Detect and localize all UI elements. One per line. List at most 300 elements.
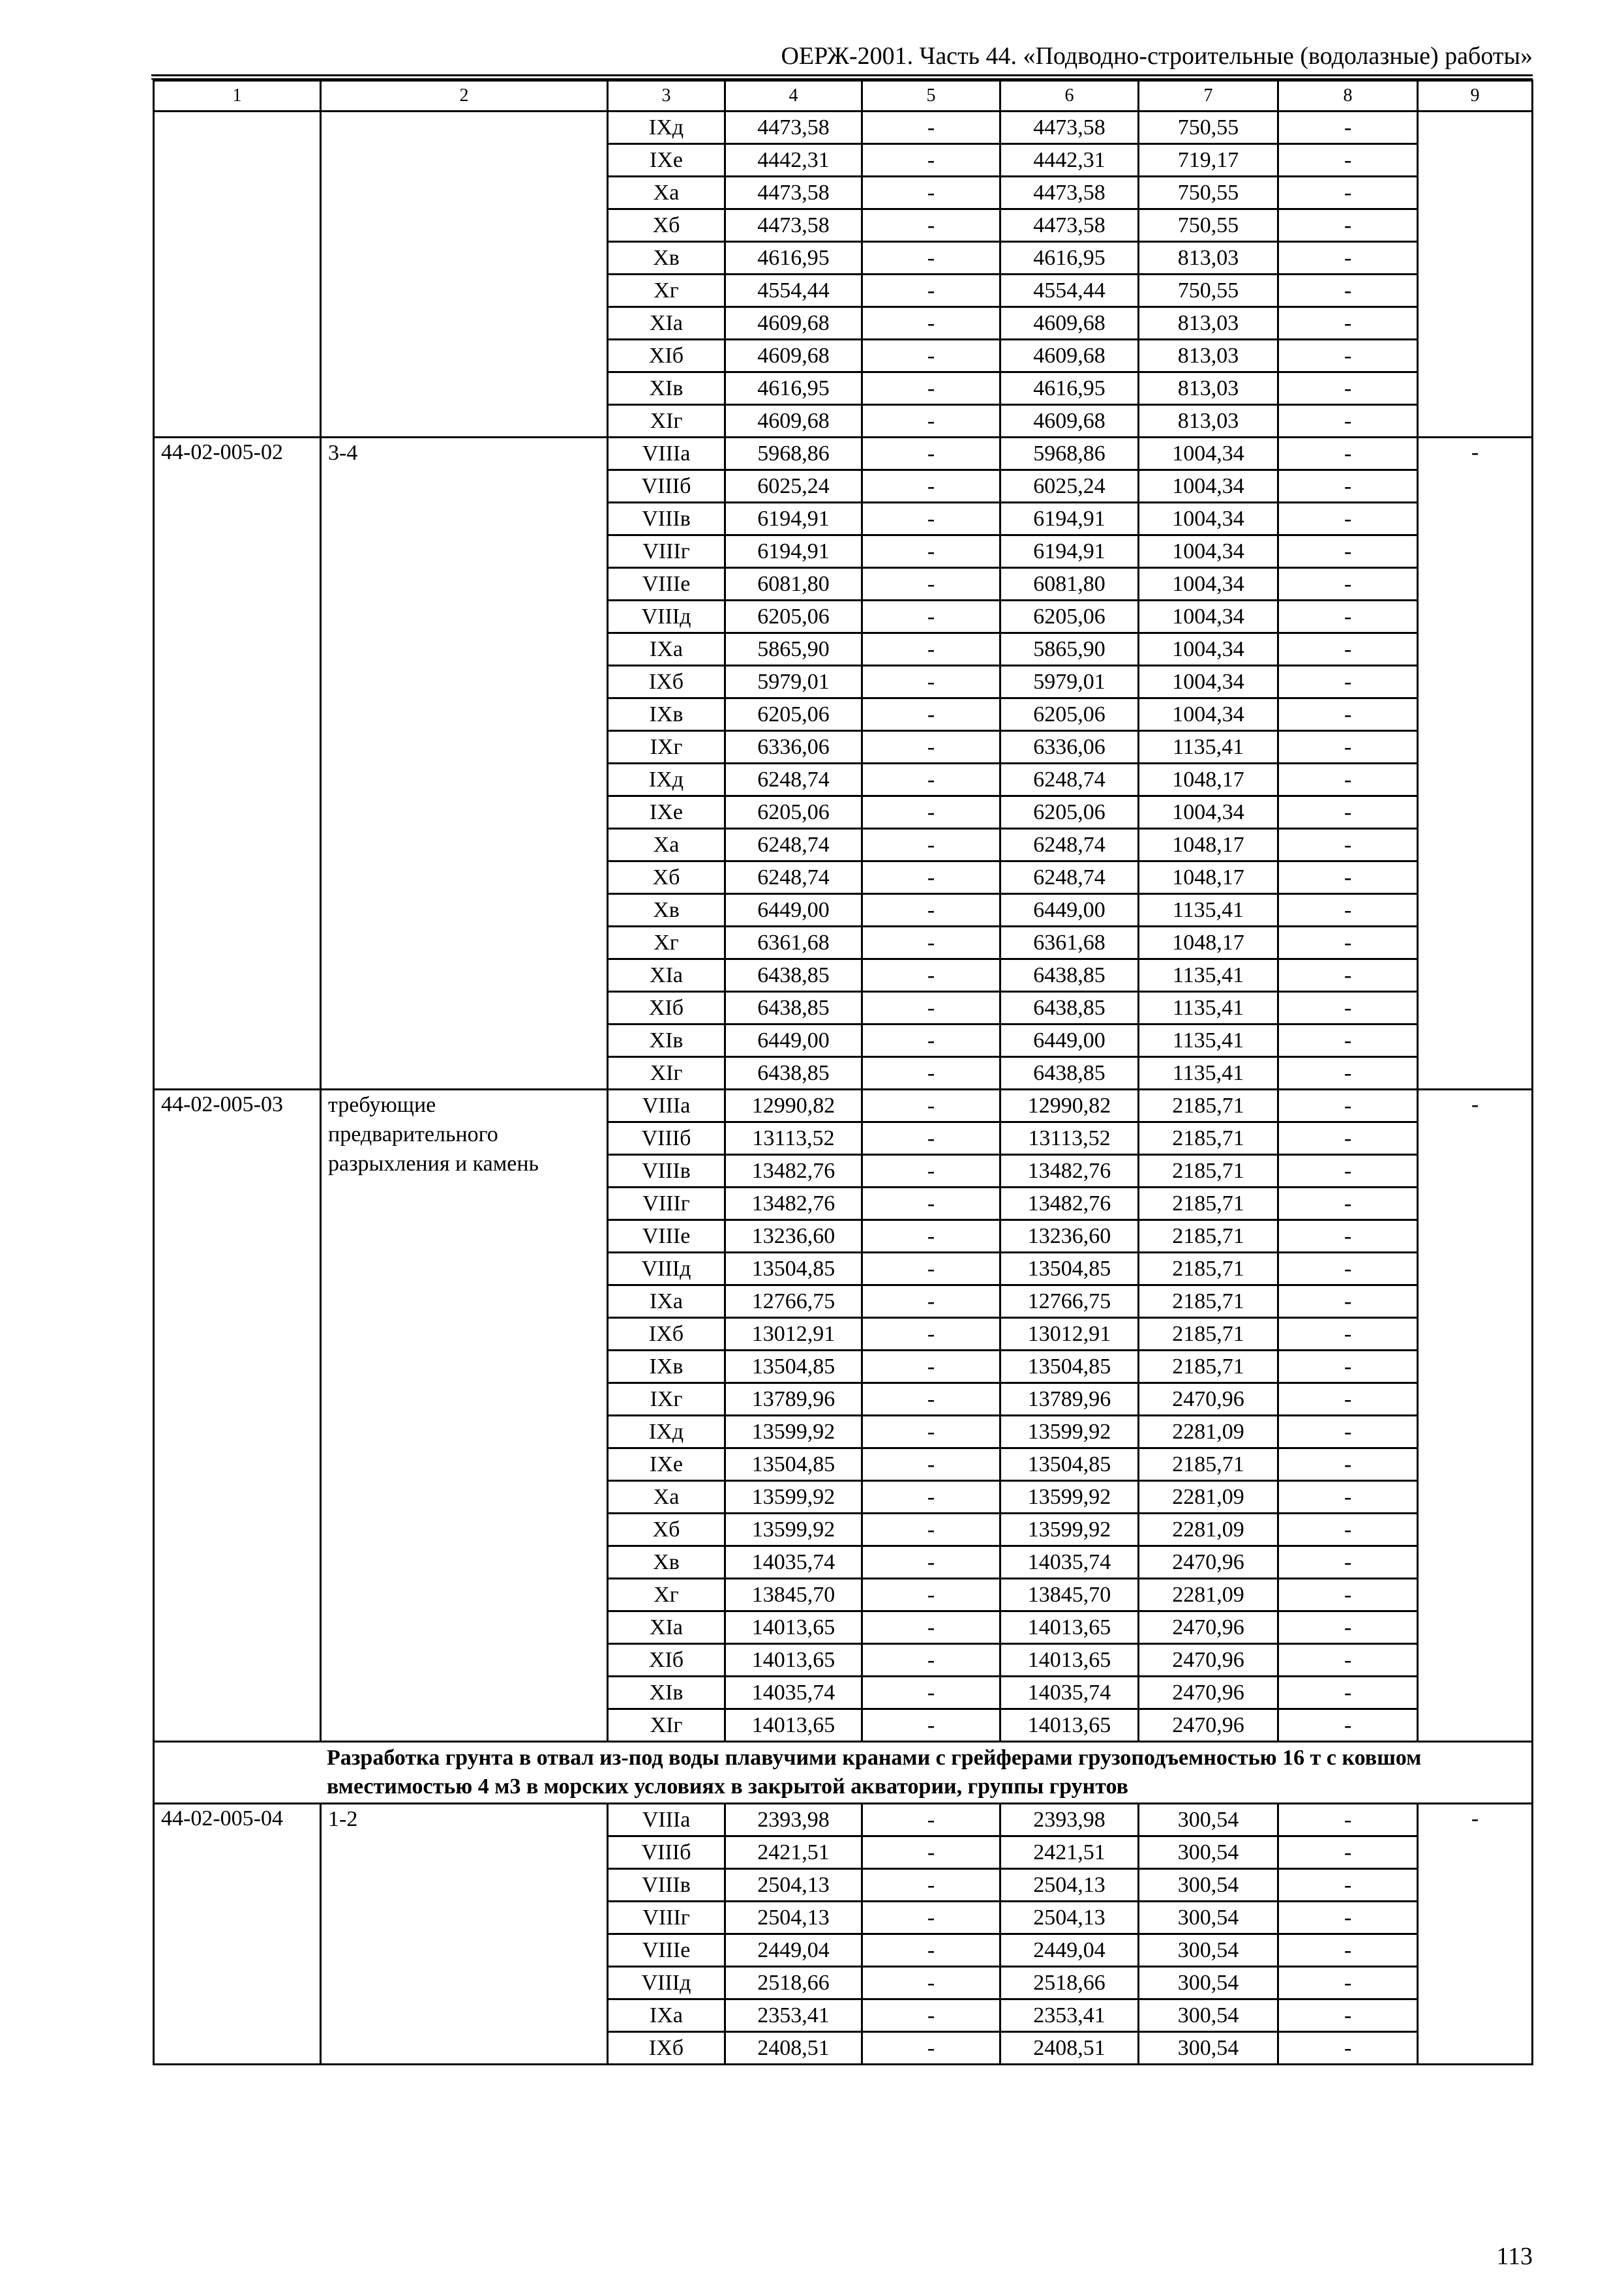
materials-cost-cell: - xyxy=(1278,503,1418,535)
total-cost-cell: 4473,58 xyxy=(725,112,862,144)
machine-cost-cell: 6438,85 xyxy=(1000,992,1139,1025)
column-number: 4 xyxy=(725,81,862,112)
zone-cell: IXб xyxy=(608,666,725,698)
zone-cell: IXе xyxy=(608,1448,725,1481)
total-cost-cell: 5865,90 xyxy=(725,633,862,666)
operator-cost-cell: 1004,34 xyxy=(1139,601,1278,633)
materials-cost-cell: - xyxy=(1278,1709,1418,1742)
machine-cost-cell: 2518,66 xyxy=(1000,1967,1139,1999)
zone-cell: IXб xyxy=(608,2032,725,2065)
zone-cell: Xа xyxy=(608,177,725,209)
total-cost-cell: 13789,96 xyxy=(725,1383,862,1416)
zone-cell: VIIIб xyxy=(608,1122,725,1155)
labor-cost-cell: - xyxy=(862,731,1000,764)
operator-cost-cell: 300,54 xyxy=(1139,1869,1278,1902)
operator-cost-cell: 2470,96 xyxy=(1139,1546,1278,1579)
labor-cost-cell: - xyxy=(862,2032,1000,2065)
operator-cost-cell: 813,03 xyxy=(1139,405,1278,438)
labor-cost-cell: - xyxy=(862,1579,1000,1611)
labor-cost-cell: - xyxy=(862,1220,1000,1253)
machine-cost-cell: 2393,98 xyxy=(1000,1804,1139,1836)
column-number: 5 xyxy=(862,81,1000,112)
page-header-title: ОЕРЖ-2001. Часть 44. «Подводно-строительные (водолазные) работы» xyxy=(781,42,1533,70)
soil-group-cell xyxy=(321,112,608,438)
materials-cost-cell: - xyxy=(1278,1804,1418,1836)
total-cost-cell: 6194,91 xyxy=(725,503,862,535)
total-cost-cell: 2449,04 xyxy=(725,1934,862,1967)
materials-cost-cell: - xyxy=(1278,1253,1418,1285)
total-cost-cell: 2518,66 xyxy=(725,1967,862,1999)
total-cost-cell: 2421,51 xyxy=(725,1836,862,1869)
materials-cost-cell: - xyxy=(1278,1546,1418,1579)
materials-cost-cell: - xyxy=(1278,796,1418,829)
total-cost-cell: 6205,06 xyxy=(725,796,862,829)
total-cost-cell: 6438,85 xyxy=(725,992,862,1025)
labor-cost-cell: - xyxy=(862,503,1000,535)
total-cost-cell: 14013,65 xyxy=(725,1611,862,1644)
machine-cost-cell: 12766,75 xyxy=(1000,1285,1139,1318)
labor-cost-cell: - xyxy=(862,1546,1000,1579)
labor-cost-cell: - xyxy=(862,1155,1000,1188)
machine-cost-cell: 6438,85 xyxy=(1000,959,1139,992)
operator-cost-cell: 300,54 xyxy=(1139,1804,1278,1836)
materials-cost-cell: - xyxy=(1278,1902,1418,1934)
operator-cost-cell: 1048,17 xyxy=(1139,927,1278,959)
materials-cost-cell: - xyxy=(1278,1188,1418,1220)
machine-cost-cell: 5979,01 xyxy=(1000,666,1139,698)
materials-cost-cell: - xyxy=(1278,307,1418,340)
operator-cost-cell: 300,54 xyxy=(1139,1967,1278,1999)
operator-cost-cell: 2185,71 xyxy=(1139,1318,1278,1351)
machine-cost-cell: 14013,65 xyxy=(1000,1709,1139,1742)
operator-cost-cell: 750,55 xyxy=(1139,112,1278,144)
zone-cell: XIа xyxy=(608,307,725,340)
machine-cost-cell: 13789,96 xyxy=(1000,1383,1139,1416)
zone-cell: XIв xyxy=(608,372,725,405)
zone-cell: VIIIг xyxy=(608,535,725,568)
zone-cell: VIIIб xyxy=(608,1836,725,1869)
total-cost-cell: 6248,74 xyxy=(725,861,862,894)
column-number: 9 xyxy=(1418,81,1533,112)
materials-cost-cell: - xyxy=(1278,1611,1418,1644)
labor-cost-cell: - xyxy=(862,405,1000,438)
zone-cell: IXд xyxy=(608,764,725,796)
total-cost-cell: 13504,85 xyxy=(725,1351,862,1383)
zone-cell: VIIIе xyxy=(608,568,725,601)
labor-cost-cell: - xyxy=(862,633,1000,666)
zone-cell: VIIIе xyxy=(608,1220,725,1253)
zone-cell: VIIIа xyxy=(608,1804,725,1836)
machine-cost-cell: 14013,65 xyxy=(1000,1611,1139,1644)
total-cost-cell: 13504,85 xyxy=(725,1448,862,1481)
labor-cost-cell: - xyxy=(862,112,1000,144)
labor-cost-cell: - xyxy=(862,1253,1000,1285)
machine-cost-cell: 6361,68 xyxy=(1000,927,1139,959)
machine-cost-cell: 4609,68 xyxy=(1000,340,1139,372)
zone-cell: XIб xyxy=(608,992,725,1025)
materials-cost-cell: - xyxy=(1278,470,1418,503)
column-number: 1 xyxy=(154,81,321,112)
machine-cost-cell: 2504,13 xyxy=(1000,1869,1139,1902)
column-number: 7 xyxy=(1139,81,1278,112)
operator-cost-cell: 813,03 xyxy=(1139,307,1278,340)
machine-cost-cell: 13599,92 xyxy=(1000,1514,1139,1546)
operator-cost-cell: 1135,41 xyxy=(1139,1025,1278,1057)
labor-hours-cell xyxy=(1418,112,1533,438)
materials-cost-cell: - xyxy=(1278,1318,1418,1351)
materials-cost-cell: - xyxy=(1278,1220,1418,1253)
operator-cost-cell: 2281,09 xyxy=(1139,1416,1278,1448)
zone-cell: Xа xyxy=(608,1481,725,1514)
zone-cell: XIб xyxy=(608,340,725,372)
labor-cost-cell: - xyxy=(862,1999,1000,2032)
machine-cost-cell: 13482,76 xyxy=(1000,1155,1139,1188)
zone-cell: IXа xyxy=(608,1999,725,2032)
total-cost-cell: 6361,68 xyxy=(725,927,862,959)
operator-cost-cell: 813,03 xyxy=(1139,242,1278,275)
labor-hours-cell: - xyxy=(1418,1804,1533,2065)
labor-cost-cell: - xyxy=(862,1481,1000,1514)
labor-cost-cell: - xyxy=(862,1709,1000,1742)
labor-cost-cell: - xyxy=(862,1025,1000,1057)
materials-cost-cell: - xyxy=(1278,405,1418,438)
zone-cell: IXа xyxy=(608,633,725,666)
zone-cell: VIIIв xyxy=(608,503,725,535)
operator-cost-cell: 1004,34 xyxy=(1139,633,1278,666)
zone-cell: IXг xyxy=(608,1383,725,1416)
total-cost-cell: 6025,24 xyxy=(725,470,862,503)
zone-cell: VIIIа xyxy=(608,1090,725,1122)
labor-cost-cell: - xyxy=(862,372,1000,405)
total-cost-cell: 13599,92 xyxy=(725,1481,862,1514)
machine-cost-cell: 6248,74 xyxy=(1000,764,1139,796)
machine-cost-cell: 14013,65 xyxy=(1000,1644,1139,1677)
materials-cost-cell: - xyxy=(1278,731,1418,764)
table-row xyxy=(154,438,1533,470)
zone-cell: Xв xyxy=(608,1546,725,1579)
total-cost-cell: 14013,65 xyxy=(725,1644,862,1677)
zone-cell: VIIIд xyxy=(608,1967,725,1999)
machine-cost-cell: 14035,74 xyxy=(1000,1677,1139,1709)
zone-cell: Xв xyxy=(608,894,725,927)
operator-cost-cell: 1135,41 xyxy=(1139,894,1278,927)
operator-cost-cell: 2470,96 xyxy=(1139,1644,1278,1677)
total-cost-cell: 12990,82 xyxy=(725,1090,862,1122)
operator-cost-cell: 1004,34 xyxy=(1139,796,1278,829)
machine-cost-cell: 6081,80 xyxy=(1000,568,1139,601)
zone-cell: Xг xyxy=(608,275,725,307)
machine-cost-cell: 6449,00 xyxy=(1000,1025,1139,1057)
operator-cost-cell: 1135,41 xyxy=(1139,959,1278,992)
machine-cost-cell: 13504,85 xyxy=(1000,1351,1139,1383)
total-cost-cell: 13504,85 xyxy=(725,1253,862,1285)
total-cost-cell: 13012,91 xyxy=(725,1318,862,1351)
total-cost-cell: 6449,00 xyxy=(725,894,862,927)
machine-cost-cell: 6336,06 xyxy=(1000,731,1139,764)
column-number: 8 xyxy=(1278,81,1418,112)
labor-cost-cell: - xyxy=(862,1611,1000,1644)
labor-cost-cell: - xyxy=(862,666,1000,698)
materials-cost-cell: - xyxy=(1278,1836,1418,1869)
rate-code-cell: 44-02-005-02 xyxy=(154,438,321,1090)
total-cost-cell: 2408,51 xyxy=(725,2032,862,2065)
machine-cost-cell: 6025,24 xyxy=(1000,470,1139,503)
labor-cost-cell: - xyxy=(862,1902,1000,1934)
operator-cost-cell: 2470,96 xyxy=(1139,1383,1278,1416)
zone-cell: VIIIв xyxy=(608,1869,725,1902)
machine-cost-cell: 2353,41 xyxy=(1000,1999,1139,2032)
total-cost-cell: 13482,76 xyxy=(725,1155,862,1188)
labor-cost-cell: - xyxy=(862,177,1000,209)
zone-cell: Xб xyxy=(608,861,725,894)
machine-cost-cell: 4609,68 xyxy=(1000,405,1139,438)
operator-cost-cell: 1004,34 xyxy=(1139,503,1278,535)
zone-cell: IXа xyxy=(608,1285,725,1318)
operator-cost-cell: 2281,09 xyxy=(1139,1481,1278,1514)
zone-cell: Xб xyxy=(608,1514,725,1546)
zone-cell: IXд xyxy=(608,1416,725,1448)
materials-cost-cell: - xyxy=(1278,209,1418,242)
zone-cell: XIг xyxy=(608,1709,725,1742)
machine-cost-cell: 2504,13 xyxy=(1000,1902,1139,1934)
operator-cost-cell: 1004,34 xyxy=(1139,470,1278,503)
total-cost-cell: 6205,06 xyxy=(725,698,862,731)
zone-cell: VIIIд xyxy=(608,601,725,633)
operator-cost-cell: 300,54 xyxy=(1139,1999,1278,2032)
operator-cost-cell: 750,55 xyxy=(1139,275,1278,307)
total-cost-cell: 6336,06 xyxy=(725,731,862,764)
zone-cell: IXб xyxy=(608,1318,725,1351)
operator-cost-cell: 750,55 xyxy=(1139,209,1278,242)
total-cost-cell: 6205,06 xyxy=(725,601,862,633)
operator-cost-cell: 1048,17 xyxy=(1139,861,1278,894)
materials-cost-cell: - xyxy=(1278,568,1418,601)
operator-cost-cell: 2281,09 xyxy=(1139,1514,1278,1546)
operator-cost-cell: 2470,96 xyxy=(1139,1709,1278,1742)
materials-cost-cell: - xyxy=(1278,992,1418,1025)
labor-cost-cell: - xyxy=(862,307,1000,340)
machine-cost-cell: 6205,06 xyxy=(1000,601,1139,633)
materials-cost-cell: - xyxy=(1278,1351,1418,1383)
machine-cost-cell: 6248,74 xyxy=(1000,861,1139,894)
zone-cell: VIIIб xyxy=(608,470,725,503)
zone-cell: IXв xyxy=(608,1351,725,1383)
materials-cost-cell: - xyxy=(1278,1579,1418,1611)
total-cost-cell: 2504,13 xyxy=(725,1869,862,1902)
total-cost-cell: 6248,74 xyxy=(725,829,862,861)
machine-cost-cell: 6205,06 xyxy=(1000,698,1139,731)
materials-cost-cell: - xyxy=(1278,242,1418,275)
labor-cost-cell: - xyxy=(862,1967,1000,1999)
operator-cost-cell: 300,54 xyxy=(1139,1934,1278,1967)
materials-cost-cell: - xyxy=(1278,1869,1418,1902)
materials-cost-cell: - xyxy=(1278,1934,1418,1967)
operator-cost-cell: 300,54 xyxy=(1139,2032,1278,2065)
machine-cost-cell: 13599,92 xyxy=(1000,1481,1139,1514)
operator-cost-cell: 1004,34 xyxy=(1139,698,1278,731)
total-cost-cell: 14035,74 xyxy=(725,1677,862,1709)
labor-cost-cell: - xyxy=(862,959,1000,992)
rate-code-cell: 44-02-005-03 xyxy=(154,1090,321,1742)
operator-cost-cell: 2281,09 xyxy=(1139,1579,1278,1611)
operator-cost-cell: 750,55 xyxy=(1139,177,1278,209)
zone-cell: XIг xyxy=(608,405,725,438)
materials-cost-cell: - xyxy=(1278,698,1418,731)
labor-cost-cell: - xyxy=(862,1188,1000,1220)
total-cost-cell: 13845,70 xyxy=(725,1579,862,1611)
materials-cost-cell: - xyxy=(1278,927,1418,959)
table-row xyxy=(154,112,1533,144)
zone-cell: Xа xyxy=(608,829,725,861)
materials-cost-cell: - xyxy=(1278,275,1418,307)
machine-cost-cell: 13236,60 xyxy=(1000,1220,1139,1253)
materials-cost-cell: - xyxy=(1278,1122,1418,1155)
rates-table xyxy=(153,80,1533,2065)
operator-cost-cell: 300,54 xyxy=(1139,1902,1278,1934)
materials-cost-cell: - xyxy=(1278,1677,1418,1709)
operator-cost-cell: 2185,71 xyxy=(1139,1122,1278,1155)
machine-cost-cell: 4442,31 xyxy=(1000,144,1139,177)
machine-cost-cell: 6205,06 xyxy=(1000,796,1139,829)
machine-cost-cell: 4616,95 xyxy=(1000,372,1139,405)
operator-cost-cell: 300,54 xyxy=(1139,1836,1278,1869)
total-cost-cell: 4616,95 xyxy=(725,372,862,405)
labor-hours-cell: - xyxy=(1418,1090,1533,1742)
labor-cost-cell: - xyxy=(862,601,1000,633)
materials-cost-cell: - xyxy=(1278,1967,1418,1999)
total-cost-cell: 6438,85 xyxy=(725,1057,862,1090)
total-cost-cell: 6194,91 xyxy=(725,535,862,568)
labor-cost-cell: - xyxy=(862,340,1000,372)
zone-cell: IXв xyxy=(608,698,725,731)
machine-cost-cell: 4473,58 xyxy=(1000,112,1139,144)
zone-cell: Xб xyxy=(608,209,725,242)
total-cost-cell: 13113,52 xyxy=(725,1122,862,1155)
materials-cost-cell: - xyxy=(1278,177,1418,209)
operator-cost-cell: 2185,71 xyxy=(1139,1351,1278,1383)
total-cost-cell: 5979,01 xyxy=(725,666,862,698)
machine-cost-cell: 13012,91 xyxy=(1000,1318,1139,1351)
total-cost-cell: 4616,95 xyxy=(725,242,862,275)
machine-cost-cell: 6194,91 xyxy=(1000,503,1139,535)
zone-cell: VIIIд xyxy=(608,1253,725,1285)
soil-group-cell: требующие предварительного разрыхления и камень xyxy=(321,1090,608,1742)
zone-cell: VIIIв xyxy=(608,1155,725,1188)
operator-cost-cell: 813,03 xyxy=(1139,340,1278,372)
total-cost-cell: 13599,92 xyxy=(725,1514,862,1546)
labor-cost-cell: - xyxy=(862,698,1000,731)
materials-cost-cell: - xyxy=(1278,112,1418,144)
operator-cost-cell: 2185,71 xyxy=(1139,1090,1278,1122)
labor-cost-cell: - xyxy=(862,1836,1000,1869)
operator-cost-cell: 1004,34 xyxy=(1139,568,1278,601)
total-cost-cell: 4609,68 xyxy=(725,405,862,438)
operator-cost-cell: 1004,34 xyxy=(1139,438,1278,470)
materials-cost-cell: - xyxy=(1278,340,1418,372)
zone-cell: IXе xyxy=(608,144,725,177)
machine-cost-cell: 6438,85 xyxy=(1000,1057,1139,1090)
labor-cost-cell: - xyxy=(862,861,1000,894)
header-rule-top xyxy=(151,74,1533,76)
machine-cost-cell: 13504,85 xyxy=(1000,1253,1139,1285)
total-cost-cell: 6449,00 xyxy=(725,1025,862,1057)
materials-cost-cell: - xyxy=(1278,1448,1418,1481)
zone-cell: IXд xyxy=(608,112,725,144)
zone-cell: XIв xyxy=(608,1677,725,1709)
machine-cost-cell: 13504,85 xyxy=(1000,1448,1139,1481)
labor-cost-cell: - xyxy=(862,1318,1000,1351)
zone-cell: Xг xyxy=(608,1579,725,1611)
labor-cost-cell: - xyxy=(862,796,1000,829)
zone-cell: VIIIг xyxy=(608,1188,725,1220)
labor-cost-cell: - xyxy=(862,275,1000,307)
labor-cost-cell: - xyxy=(862,992,1000,1025)
total-cost-cell: 13599,92 xyxy=(725,1416,862,1448)
labor-cost-cell: - xyxy=(862,438,1000,470)
materials-cost-cell: - xyxy=(1278,1644,1418,1677)
section-heading-row xyxy=(154,1742,1533,1804)
labor-cost-cell: - xyxy=(862,144,1000,177)
total-cost-cell: 4609,68 xyxy=(725,340,862,372)
machine-cost-cell: 13113,52 xyxy=(1000,1122,1139,1155)
operator-cost-cell: 1004,34 xyxy=(1139,535,1278,568)
labor-cost-cell: - xyxy=(862,1869,1000,1902)
zone-cell: Xг xyxy=(608,927,725,959)
machine-cost-cell: 4473,58 xyxy=(1000,209,1139,242)
labor-cost-cell: - xyxy=(862,1677,1000,1709)
rate-code-cell xyxy=(154,112,321,438)
labor-cost-cell: - xyxy=(862,1514,1000,1546)
total-cost-cell: 12766,75 xyxy=(725,1285,862,1318)
total-cost-cell: 4554,44 xyxy=(725,275,862,307)
section-heading: Разработка грунта в отвал из-под воды плавучими кранами с грейферами грузоподъемностью 16 т с ковшом вместимостью 4 м3 в морских условиях в закрытой акватории, группы грунтов xyxy=(154,1742,1533,1804)
total-cost-cell: 13236,60 xyxy=(725,1220,862,1253)
labor-cost-cell: - xyxy=(862,535,1000,568)
labor-cost-cell: - xyxy=(862,1644,1000,1677)
machine-cost-cell: 4616,95 xyxy=(1000,242,1139,275)
total-cost-cell: 6438,85 xyxy=(725,959,862,992)
operator-cost-cell: 1135,41 xyxy=(1139,731,1278,764)
labor-cost-cell: - xyxy=(862,764,1000,796)
page-number: 113 xyxy=(1496,2243,1533,2270)
machine-cost-cell: 4473,58 xyxy=(1000,177,1139,209)
machine-cost-cell: 13599,92 xyxy=(1000,1416,1139,1448)
labor-cost-cell: - xyxy=(862,1090,1000,1122)
operator-cost-cell: 1135,41 xyxy=(1139,992,1278,1025)
materials-cost-cell: - xyxy=(1278,601,1418,633)
materials-cost-cell: - xyxy=(1278,1155,1418,1188)
materials-cost-cell: - xyxy=(1278,666,1418,698)
operator-cost-cell: 2185,71 xyxy=(1139,1188,1278,1220)
machine-cost-cell: 13482,76 xyxy=(1000,1188,1139,1220)
materials-cost-cell: - xyxy=(1278,438,1418,470)
operator-cost-cell: 2185,71 xyxy=(1139,1285,1278,1318)
total-cost-cell: 4473,58 xyxy=(725,177,862,209)
materials-cost-cell: - xyxy=(1278,1090,1418,1122)
total-cost-cell: 4442,31 xyxy=(725,144,862,177)
total-cost-cell: 6248,74 xyxy=(725,764,862,796)
materials-cost-cell: - xyxy=(1278,144,1418,177)
labor-cost-cell: - xyxy=(862,1934,1000,1967)
machine-cost-cell: 4609,68 xyxy=(1000,307,1139,340)
zone-cell: IXе xyxy=(608,796,725,829)
machine-cost-cell: 6194,91 xyxy=(1000,535,1139,568)
materials-cost-cell: - xyxy=(1278,372,1418,405)
operator-cost-cell: 2185,71 xyxy=(1139,1220,1278,1253)
materials-cost-cell: - xyxy=(1278,1025,1418,1057)
labor-cost-cell: - xyxy=(862,1057,1000,1090)
column-number: 6 xyxy=(1000,81,1139,112)
